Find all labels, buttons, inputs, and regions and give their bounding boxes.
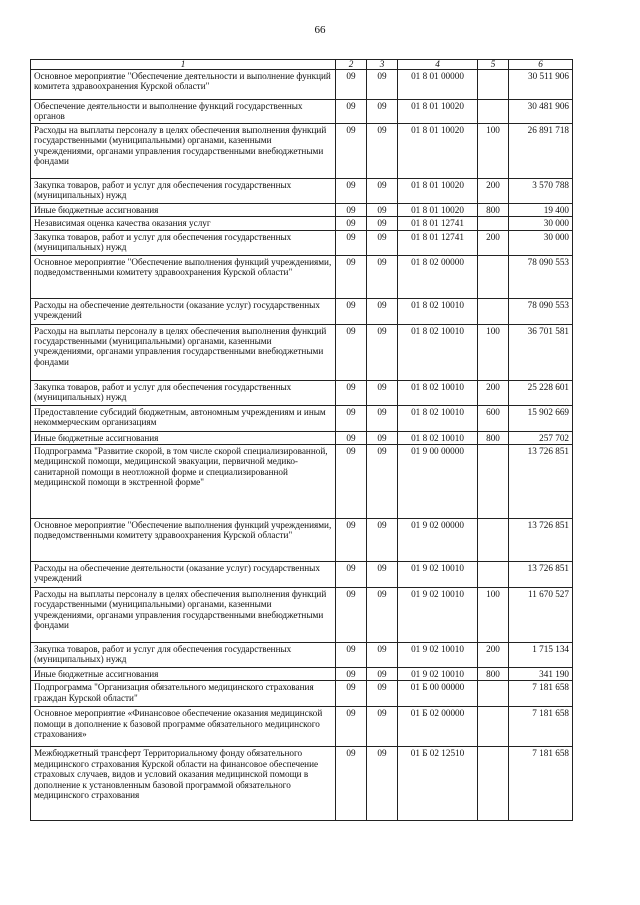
- row-expense-type-cell: 200: [478, 643, 509, 668]
- row-name-cell: Иные бюджетные ассигнования: [31, 668, 336, 681]
- row-expense-type-cell: [478, 445, 509, 519]
- row-section-cell: 09: [336, 562, 367, 588]
- row-target-article-cell: 01 8 01 12741: [398, 230, 478, 255]
- row-name-cell: Межбюджетный трансферт Территориальному фонду обязательного медицинского страхования Курской области на финансовое обеспечение страховых случаев, видов и условий оказания медицинской помощи в дополнение к установленным базовой программой обязательного медицинского страхования: [31, 747, 336, 821]
- row-name-cell: Основное мероприятие «Финансовое обеспечение оказания медицинской помощи в дополнение к базовой программе обязательного медицинского страхования»: [31, 707, 336, 747]
- row-amount-cell: 30 000: [509, 217, 573, 230]
- row-name-cell: Основное мероприятие "Обеспечение деятельности и выполнение функций комитета здравоохранения Курской области": [31, 70, 336, 100]
- table-row: [31, 217, 573, 230]
- row-name-cell: Расходы на выплаты персоналу в целях обеспечения выполнения функций государственными (муниципальными) органами, казенными учреждениями, органами управления государственными внебюджетными фондами: [31, 588, 336, 643]
- row-subsection-cell: 09: [367, 588, 398, 643]
- row-name-cell: Иные бюджетные ассигнования: [31, 431, 336, 444]
- row-subsection-cell: 09: [367, 562, 398, 588]
- row-expense-type-cell: [478, 519, 509, 562]
- row-amount-cell: 30 511 906: [509, 70, 573, 100]
- row-subsection-cell: 09: [367, 380, 398, 405]
- row-section-cell: 09: [336, 747, 367, 821]
- row-target-article-cell: 01 8 02 00000: [398, 255, 478, 298]
- row-amount-cell: 19 400: [509, 203, 573, 216]
- row-target-article-cell: 01 8 02 10010: [398, 298, 478, 324]
- row-subsection-cell: 09: [367, 445, 398, 519]
- row-target-article-cell: 01 8 01 10020: [398, 100, 478, 124]
- row-amount-cell: 7 181 658: [509, 681, 573, 707]
- row-amount-cell: 13 726 851: [509, 445, 573, 519]
- row-target-article-cell: 01 8 02 10010: [398, 380, 478, 405]
- row-name-cell: Основное мероприятие "Обеспечение выполнения функций учреждениями, подведомственными комитету здравоохранения Курской области": [31, 255, 336, 298]
- row-amount-cell: 78 090 553: [509, 298, 573, 324]
- row-section-cell: 09: [336, 380, 367, 405]
- table-row: [31, 445, 573, 519]
- row-section-cell: 09: [336, 643, 367, 668]
- column-header-subsection: 3: [367, 60, 398, 70]
- row-amount-cell: 257 702: [509, 431, 573, 444]
- row-name-cell: Иные бюджетные ассигнования: [31, 203, 336, 216]
- row-section-cell: 09: [336, 230, 367, 255]
- row-name-cell: Предоставление субсидий бюджетным, автономным учреждениям и иным некоммерческим организациям: [31, 405, 336, 431]
- row-subsection-cell: 09: [367, 519, 398, 562]
- row-section-cell: 09: [336, 70, 367, 100]
- row-amount-cell: 25 228 601: [509, 380, 573, 405]
- row-expense-type-cell: [478, 100, 509, 124]
- row-target-article-cell: 01 8 02 10010: [398, 431, 478, 444]
- column-header-expense-type: 5: [478, 60, 509, 70]
- table-row: [31, 298, 573, 324]
- row-target-article-cell: 01 8 01 12741: [398, 217, 478, 230]
- row-expense-type-cell: [478, 707, 509, 747]
- row-subsection-cell: 09: [367, 70, 398, 100]
- row-name-cell: Независимая оценка качества оказания услуг: [31, 217, 336, 230]
- row-target-article-cell: 01 9 02 10010: [398, 588, 478, 643]
- row-subsection-cell: 09: [367, 123, 398, 178]
- row-section-cell: 09: [336, 445, 367, 519]
- row-target-article-cell: 01 8 01 10020: [398, 123, 478, 178]
- row-amount-cell: 26 891 718: [509, 123, 573, 178]
- row-section-cell: 09: [336, 519, 367, 562]
- row-expense-type-cell: 800: [478, 431, 509, 444]
- row-name-cell: Расходы на обеспечение деятельности (оказание услуг) государственных учреждений: [31, 298, 336, 324]
- row-amount-cell: 36 701 581: [509, 324, 573, 380]
- table-row: [31, 230, 573, 255]
- table-row: [31, 405, 573, 431]
- row-name-cell: Подпрограмма "Организация обязательного медицинского страхования граждан Курской области": [31, 681, 336, 707]
- row-section-cell: 09: [336, 100, 367, 124]
- table-row: [31, 255, 573, 298]
- row-section-cell: 09: [336, 405, 367, 431]
- row-section-cell: 09: [336, 255, 367, 298]
- row-subsection-cell: 09: [367, 230, 398, 255]
- row-name-cell: Закупка товаров, работ и услуг для обеспечения государственных (муниципальных) нужд: [31, 380, 336, 405]
- row-section-cell: 09: [336, 203, 367, 216]
- row-subsection-cell: 09: [367, 747, 398, 821]
- row-expense-type-cell: 800: [478, 668, 509, 681]
- row-expense-type-cell: [478, 562, 509, 588]
- row-section-cell: 09: [336, 707, 367, 747]
- row-amount-cell: 15 902 669: [509, 405, 573, 431]
- row-target-article-cell: 01 9 02 10010: [398, 643, 478, 668]
- table-row: [31, 707, 573, 747]
- row-expense-type-cell: [478, 255, 509, 298]
- table-row: [31, 203, 573, 216]
- budget-table: [30, 59, 573, 821]
- row-expense-type-cell: [478, 70, 509, 100]
- table-row: [31, 562, 573, 588]
- column-header-section: 2: [336, 60, 367, 70]
- row-expense-type-cell: 600: [478, 405, 509, 431]
- column-header-amount: 6: [509, 60, 573, 70]
- row-subsection-cell: 09: [367, 255, 398, 298]
- row-subsection-cell: 09: [367, 178, 398, 203]
- row-subsection-cell: 09: [367, 298, 398, 324]
- table-row: [31, 324, 573, 380]
- row-section-cell: 09: [336, 178, 367, 203]
- row-target-article-cell: 01 Б 02 00000: [398, 707, 478, 747]
- page-number: 66: [314, 24, 326, 36]
- row-name-cell: Подпрограмма "Развитие скорой, в том числе скорой специализированной, медицинской помощи, медицинской эвакуации, первичной медико-санитарной помощи в неотложной форме и специализированной медицинской помощи в экстренной форме": [31, 445, 336, 519]
- row-name-cell: Расходы на выплаты персоналу в целях обеспечения выполнения функций государственными (муниципальными) органами, казенными учреждениями, органами управления государственными внебюджетными фондами: [31, 123, 336, 178]
- row-subsection-cell: 09: [367, 681, 398, 707]
- table-row: [31, 380, 573, 405]
- table-header-row: [31, 60, 573, 70]
- table-row: [31, 643, 573, 668]
- row-amount-cell: 11 670 527: [509, 588, 573, 643]
- column-header-name: 1: [31, 60, 336, 70]
- table-row: [31, 70, 573, 100]
- row-name-cell: Основное мероприятие "Обеспечение выполнения функций учреждениями, подведомственными комитету здравоохранения Курской области": [31, 519, 336, 562]
- table-row: [31, 100, 573, 124]
- row-expense-type-cell: 100: [478, 324, 509, 380]
- column-header-target-article: 4: [398, 60, 478, 70]
- row-expense-type-cell: 200: [478, 178, 509, 203]
- row-expense-type-cell: 200: [478, 230, 509, 255]
- row-expense-type-cell: [478, 298, 509, 324]
- row-expense-type-cell: [478, 681, 509, 707]
- row-subsection-cell: 09: [367, 100, 398, 124]
- row-section-cell: 09: [336, 123, 367, 178]
- row-amount-cell: 7 181 658: [509, 707, 573, 747]
- table-row: [31, 588, 573, 643]
- row-expense-type-cell: 800: [478, 203, 509, 216]
- row-amount-cell: 13 726 851: [509, 562, 573, 588]
- row-expense-type-cell: [478, 747, 509, 821]
- row-target-article-cell: 01 9 02 10010: [398, 668, 478, 681]
- row-section-cell: 09: [336, 668, 367, 681]
- row-subsection-cell: 09: [367, 324, 398, 380]
- row-amount-cell: 30 481 906: [509, 100, 573, 124]
- row-amount-cell: 30 000: [509, 230, 573, 255]
- row-name-cell: Расходы на выплаты персоналу в целях обеспечения выполнения функций государственными (муниципальными) органами, казенными учреждениями, органами управления государственными внебюджетными фондами: [31, 324, 336, 380]
- row-target-article-cell: 01 8 01 10020: [398, 203, 478, 216]
- row-target-article-cell: 01 9 02 00000: [398, 519, 478, 562]
- table-row: [31, 681, 573, 707]
- row-amount-cell: 3 570 788: [509, 178, 573, 203]
- row-expense-type-cell: 100: [478, 588, 509, 643]
- row-amount-cell: 341 190: [509, 668, 573, 681]
- row-target-article-cell: 01 8 02 10010: [398, 324, 478, 380]
- row-name-cell: Расходы на обеспечение деятельности (оказание услуг) государственных учреждений: [31, 562, 336, 588]
- row-target-article-cell: 01 8 01 10020: [398, 178, 478, 203]
- row-target-article-cell: 01 Б 02 12510: [398, 747, 478, 821]
- row-expense-type-cell: [478, 217, 509, 230]
- row-section-cell: 09: [336, 681, 367, 707]
- table-row: [31, 431, 573, 444]
- row-section-cell: 09: [336, 431, 367, 444]
- row-name-cell: Закупка товаров, работ и услуг для обеспечения государственных (муниципальных) нужд: [31, 230, 336, 255]
- table-row: [31, 123, 573, 178]
- row-section-cell: 09: [336, 298, 367, 324]
- row-subsection-cell: 09: [367, 217, 398, 230]
- row-section-cell: 09: [336, 324, 367, 380]
- row-subsection-cell: 09: [367, 203, 398, 216]
- table-row: [31, 747, 573, 821]
- row-name-cell: Закупка товаров, работ и услуг для обеспечения государственных (муниципальных) нужд: [31, 178, 336, 203]
- row-subsection-cell: 09: [367, 668, 398, 681]
- row-subsection-cell: 09: [367, 707, 398, 747]
- table-row: [31, 519, 573, 562]
- row-target-article-cell: 01 9 02 10010: [398, 562, 478, 588]
- row-section-cell: 09: [336, 588, 367, 643]
- table-row: [31, 668, 573, 681]
- row-target-article-cell: 01 8 01 00000: [398, 70, 478, 100]
- row-target-article-cell: 01 8 02 10010: [398, 405, 478, 431]
- row-subsection-cell: 09: [367, 405, 398, 431]
- row-target-article-cell: 01 9 00 00000: [398, 445, 478, 519]
- row-expense-type-cell: 100: [478, 123, 509, 178]
- row-target-article-cell: 01 Б 00 00000: [398, 681, 478, 707]
- row-subsection-cell: 09: [367, 643, 398, 668]
- row-amount-cell: 7 181 658: [509, 747, 573, 821]
- row-amount-cell: 13 726 851: [509, 519, 573, 562]
- row-name-cell: Обеспечение деятельности и выполнение функций государственных органов: [31, 100, 336, 124]
- row-section-cell: 09: [336, 217, 367, 230]
- table-row: [31, 178, 573, 203]
- row-amount-cell: 78 090 553: [509, 255, 573, 298]
- row-amount-cell: 1 715 134: [509, 643, 573, 668]
- row-subsection-cell: 09: [367, 431, 398, 444]
- row-expense-type-cell: 200: [478, 380, 509, 405]
- row-name-cell: Закупка товаров, работ и услуг для обеспечения государственных (муниципальных) нужд: [31, 643, 336, 668]
